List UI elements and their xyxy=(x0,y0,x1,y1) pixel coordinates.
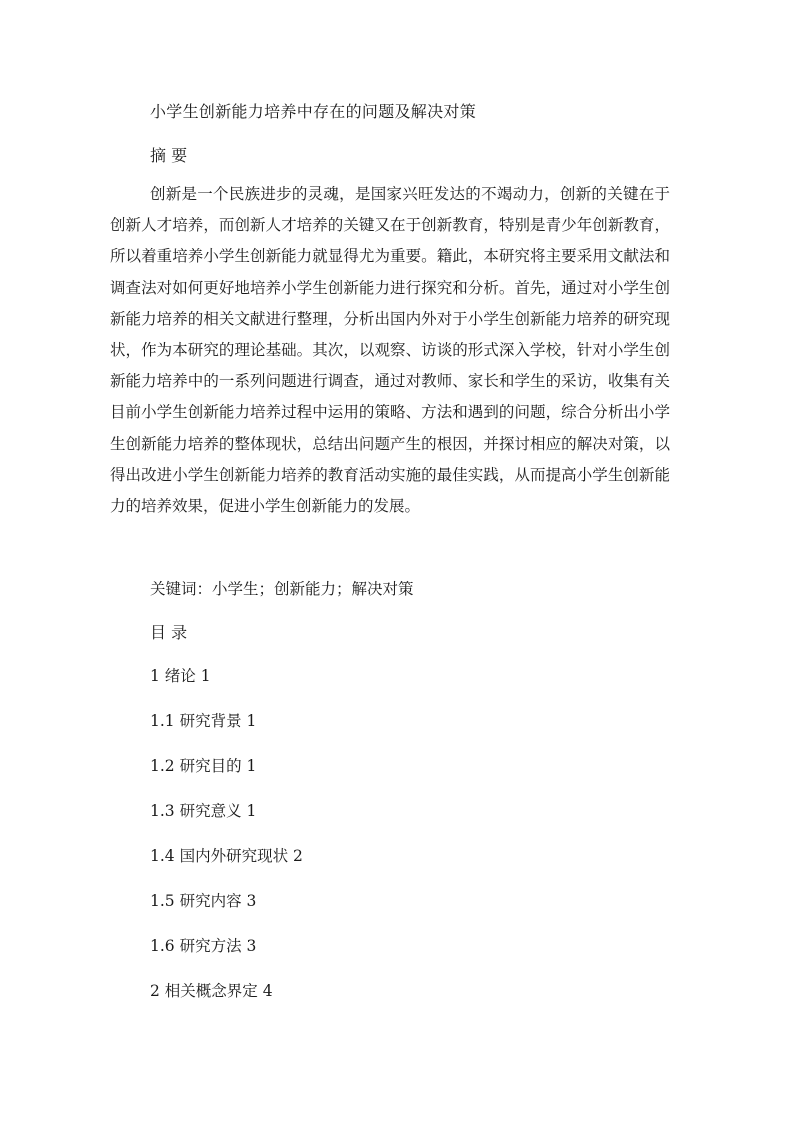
toc-item: 1.2 研究目的 1 xyxy=(150,757,257,775)
abstract-heading: 摘 要 xyxy=(150,146,188,165)
toc-list xyxy=(150,664,303,1024)
toc-item: 1.5 研究内容 3 xyxy=(150,892,257,910)
toc-item: 1.4 国内外研究现状 2 xyxy=(150,847,303,865)
keywords-line: 关键词：小学生；创新能力；解决对策 xyxy=(150,580,414,598)
document-title: 小学生创新能力培养中存在的问题及解决对策 xyxy=(150,102,477,121)
toc-item: 1.6 研究方法 3 xyxy=(150,937,257,955)
toc-heading: 目 录 xyxy=(150,623,188,642)
toc-item: 1.3 研究意义 1 xyxy=(150,802,257,820)
toc-item: 2 相关概念界定 4 xyxy=(150,982,273,1000)
abstract-paragraph: 创新是一个民族进步的灵魂，是国家兴旺发达的不竭动力，创新的关键在于创新人才培养，而创新人才培养的关键又在于创新教育，特别是青少年创新教育，所以着重培养小学生创新能力就显得尤为重要。籍此，本研究将主要采用文献法和调查法对如何更好地培养小学生创新能力进行探究和分析。首先，通过对小学生创新能力培养的相关文献进行整理，分析出国内外对于小学生创新能力培养的研究现状，作为本研究的理论基础。其次，以观察、访谈的形式深入学校，针对小学生创新能力培养中的一系列问题进行调查，通过对教师、家长和学生的采访，收集有关目前小学生创新能力培养过程中运用的策略、方法和遇到的问题，综合分析出小学生创新能力培养的整体现状，总结出问题产生的根因，并探讨相应的解决对策，以得出改进小学生创新能力培养的教育活动实施的最佳实践，从而提高小学生创新能力的培养效果，促进小学生创新能力的发展。 xyxy=(110,185,670,516)
toc-item: 1.1 研究背景 1 xyxy=(150,712,257,730)
toc-item: 1 绪论 1 xyxy=(150,667,211,685)
